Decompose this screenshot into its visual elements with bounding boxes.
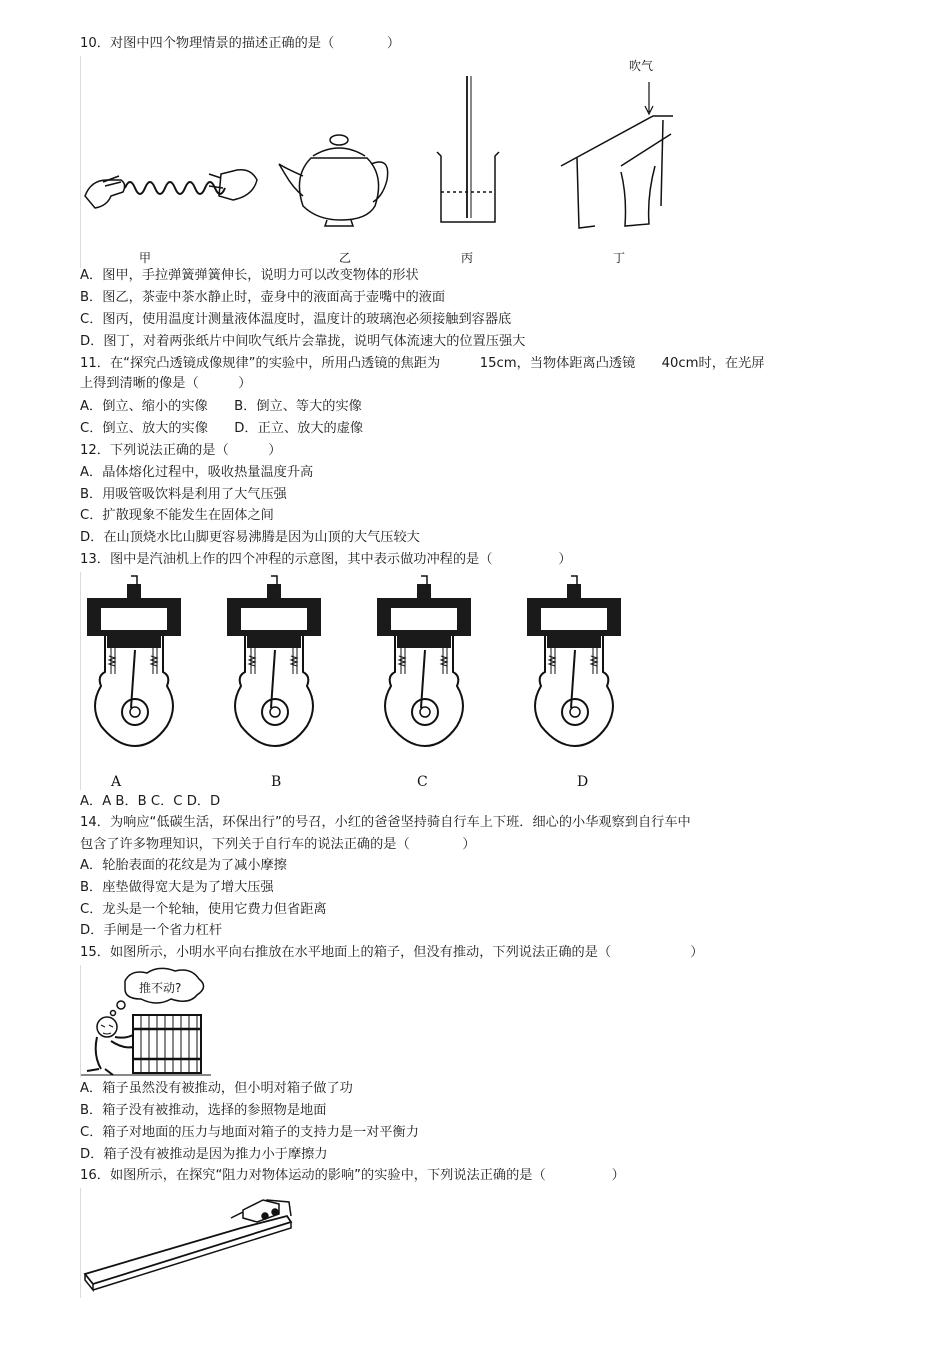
q12-option-b: B．用吸管吸饮料是利用了大气压强	[80, 487, 287, 502]
q15-option-b: B．箱子没有被推动，选择的参照物是地面	[80, 1103, 327, 1118]
fig13-label-a: A	[111, 774, 122, 790]
fig13-label-b: B	[271, 774, 282, 790]
fig10-label-d: 丁	[613, 251, 626, 265]
teapot-illustration	[279, 135, 388, 226]
q14-option-c: C．龙头是一个轮轴，使用它费力但省距离	[80, 902, 327, 917]
beaker-thermometer-illustration	[437, 76, 499, 222]
q13-stem: 13．图中是汽油机上作的四个冲程的示意图，其中表示做功冲程的是（ ）	[80, 552, 572, 567]
q10-option-b: B．图乙，茶壶中茶水静止时，壶身中的液面高于壶嘴中的液面	[80, 290, 446, 305]
q13-options: A．A B．B C．C D．D	[80, 794, 221, 809]
q11-options-line2: C．倒立、放大的实像 D．正立、放大的虚像	[80, 421, 364, 436]
q16-figure	[80, 1188, 295, 1298]
q14-stem-line2: 包含了许多物理知识，下列关于自行车的说法正确的是（ ）	[80, 837, 476, 852]
wind-label: 吹气	[629, 59, 654, 73]
fig13-label-d: D	[577, 774, 589, 790]
q11-stem-line1: 11．在“探究凸透镜成像规律”的实验中，所用凸透镜的焦距为 15cm，当物体距离凸透镜 40cm时，在光屏	[80, 356, 765, 371]
q12-option-a: A．晶体熔化过程中，吸收热量温度升高	[80, 465, 314, 480]
q12-option-c: C．扩散现象不能发生在固体之间	[80, 508, 274, 523]
two-papers-illustration	[561, 82, 673, 228]
pushing-box-illustration	[81, 965, 211, 1077]
q10-option-a: A．图甲，手拉弹簧弹簧伸长，说明力可以改变物体的形状	[80, 268, 419, 283]
q15-stem: 15．如图所示，小明水平向右推放在水平地面上的箱子，但没有推动，下列说法正确的是（ ）	[80, 945, 704, 960]
q14-option-b: B．座垫做得宽大是为了增大压强	[80, 880, 274, 895]
q15-figure	[80, 965, 211, 1077]
q13-figure	[80, 572, 621, 790]
spring-hands-illustration	[85, 170, 257, 208]
q15-option-d: D．箱子没有被推动是因为推力小于摩擦力	[80, 1147, 328, 1162]
fig10-label-c: 丙	[461, 251, 474, 265]
q15-option-c: C．箱子对地面的压力与地面对箱子的支持力是一对平衡力	[80, 1125, 419, 1140]
fig10-label-a: 甲	[139, 251, 152, 265]
q14-option-a: A．轮胎表面的花纹是为了减小摩擦	[80, 858, 287, 873]
q12-option-d: D．在山顶烧水比山脚更容易沸腾是因为山顶的大气压较大	[80, 530, 420, 545]
q11-options-line1: A．倒立、缩小的实像 B．倒立、等大的实像	[80, 399, 362, 414]
q14-stem-line1: 14．为响应“低碳生活，环保出行”的号召，小红的爸爸坚持骑自行车上下班．细心的小华观察到自行车中	[80, 815, 691, 830]
q11-stem-line2: 上得到清晰的像是（ ）	[80, 376, 252, 391]
ramp-cart-illustration	[81, 1188, 295, 1298]
fig10-label-b: 乙	[339, 251, 352, 265]
q15-option-a: A．箱子虽然没有被推动，但小明对箱子做了功	[80, 1081, 353, 1096]
engine-strokes-illustration	[81, 572, 621, 790]
q14-option-d: D．手闸是一个省力杠杆	[80, 923, 223, 938]
q10-stem: 10．对图中四个物理情景的描述正确的是（ ）	[80, 36, 401, 51]
q10-figure	[80, 56, 673, 268]
q12-stem: 12．下列说法正确的是（ ）	[80, 443, 282, 458]
q10-option-d: D．图丁，对着两张纸片中间吹气纸片会靠拢，说明气体流速大的位置压强大	[80, 334, 526, 349]
fig13-label-c: C	[417, 774, 428, 790]
thought-bubble-text: 推不动?	[139, 981, 182, 995]
q16-stem: 16．如图所示，在探究“阻力对物体运动的影响”的实验中，下列说法正确的是（ ）	[80, 1168, 625, 1183]
q10-option-c: C．图丙，使用温度计测量液体温度时，温度计的玻璃泡必须接触到容器底	[80, 312, 512, 327]
